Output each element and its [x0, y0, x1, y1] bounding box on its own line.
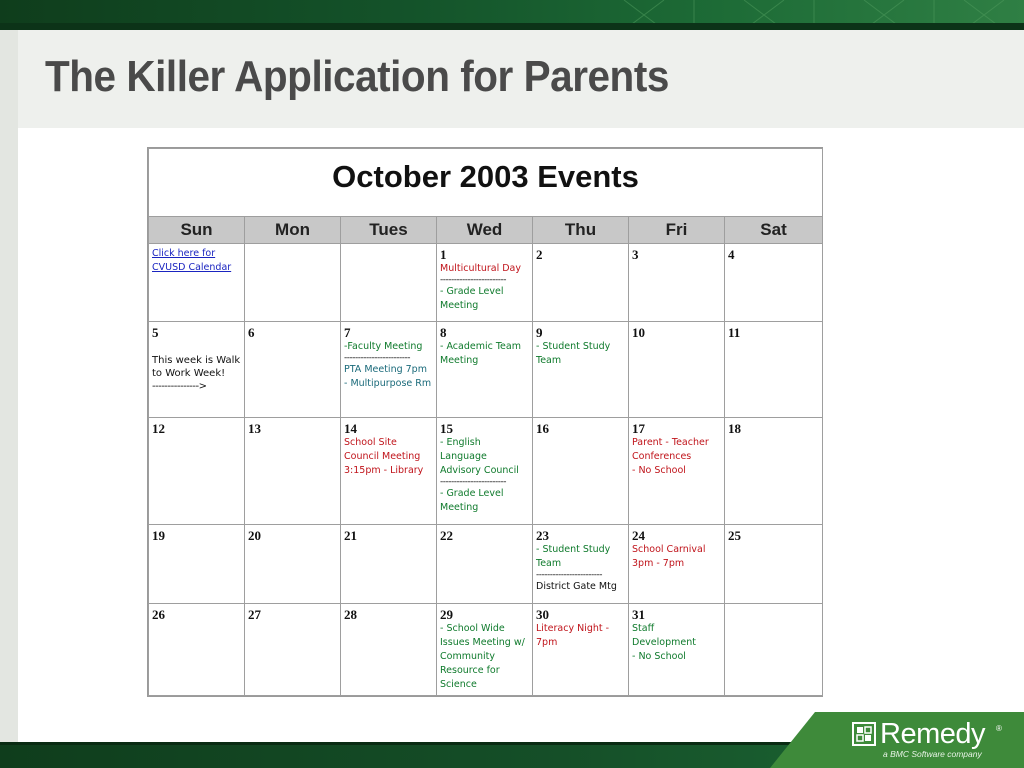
- day-cell-21: [341, 525, 437, 604]
- day-header-mon: Mon: [245, 217, 341, 244]
- day-cell-26: [149, 604, 245, 696]
- day-cell-empty: [245, 244, 341, 322]
- day-number: 7: [344, 325, 351, 340]
- event: - Academic Team Meeting: [440, 341, 521, 366]
- day-cell-3: [629, 244, 725, 322]
- separator: ------------------------: [440, 477, 506, 487]
- day-header-sun: Sun: [149, 217, 245, 244]
- event: - No School: [632, 651, 686, 662]
- event: Staff Development: [632, 623, 696, 648]
- event: - Student Study Team: [536, 544, 611, 569]
- day-cell-13: [245, 418, 341, 525]
- registered-mark: ®: [996, 724, 1002, 733]
- day-number: 5: [152, 325, 159, 340]
- day-cell-12: [149, 418, 245, 525]
- day-number: 28: [344, 607, 357, 622]
- event: School Site Council Meeting 3:15pm - Library: [344, 437, 424, 476]
- day-number: 11: [728, 325, 741, 340]
- day-header-wed: Wed: [437, 217, 533, 244]
- day-number: 8: [440, 325, 447, 340]
- cvusd-calendar-link[interactable]: Click here for CVUSD Calendar: [152, 248, 232, 273]
- day-cell-8: [437, 322, 533, 418]
- calendar-title-cell: [149, 149, 823, 217]
- day-number: 16: [536, 421, 549, 436]
- day-cell-2: [533, 244, 629, 322]
- day-cell-31: [629, 604, 725, 696]
- event: Literacy Night - 7pm: [536, 623, 610, 648]
- event: - School Wide Issues Meeting w/ Community Resource for Science: [440, 623, 525, 690]
- event: Multicultural Day: [440, 263, 521, 274]
- day-cell-24: [629, 525, 725, 604]
- day-number: 12: [152, 421, 165, 436]
- event: - Student Study Team: [536, 341, 611, 366]
- day-cell-16: [533, 418, 629, 525]
- day-cell-1: [437, 244, 533, 322]
- separator: ------------------------: [536, 570, 602, 580]
- left-rule: [0, 30, 18, 742]
- day-number: 14: [344, 421, 357, 436]
- day-cell-17: [629, 418, 725, 525]
- day-number: 20: [248, 528, 261, 543]
- day-cell-19: [149, 525, 245, 604]
- day-number: 23: [536, 528, 549, 543]
- day-cell-29: [437, 604, 533, 696]
- day-number: 2: [536, 247, 543, 262]
- day-number: 1: [440, 247, 447, 262]
- day-cell-empty: [725, 604, 823, 696]
- day-cell-28: [341, 604, 437, 696]
- day-cell-30: [533, 604, 629, 696]
- day-header-tues: Tues: [341, 217, 437, 244]
- day-header-sat: Sat: [725, 217, 823, 244]
- slide-title: The Killer Application for Parents: [45, 52, 669, 101]
- day-cell-7: [341, 322, 437, 418]
- day-number: 21: [344, 528, 357, 543]
- event: - Grade Level Meeting: [440, 286, 504, 311]
- separator: ------------------------: [344, 353, 410, 363]
- day-cell-5: [149, 322, 245, 418]
- day-number: 22: [440, 528, 453, 543]
- event: Parent - Teacher Conferences: [632, 437, 709, 462]
- event: District Gate Mtg: [536, 581, 617, 592]
- day-cell-18: [725, 418, 823, 525]
- day-number: 31: [632, 607, 645, 622]
- day-number: 26: [152, 607, 165, 622]
- day-cell-15: [437, 418, 533, 525]
- day-cell-6: [245, 322, 341, 418]
- day-number: 4: [728, 247, 735, 262]
- day-number: 30: [536, 607, 549, 622]
- calendar-table: [148, 148, 823, 696]
- day-number: 17: [632, 421, 645, 436]
- event: -Faculty Meeting: [344, 341, 423, 352]
- day-number: 29: [440, 607, 453, 622]
- day-cell-11: [725, 322, 823, 418]
- day-header-thu: Thu: [533, 217, 629, 244]
- calendar: [147, 147, 823, 697]
- day-cell-22: [437, 525, 533, 604]
- day-number: 18: [728, 421, 741, 436]
- arrow-text: --------------->: [152, 381, 207, 392]
- day-cell-empty: [341, 244, 437, 322]
- day-cell-23: [533, 525, 629, 604]
- day-cell-25: [725, 525, 823, 604]
- day-cell-20: [245, 525, 341, 604]
- day-cell-9: [533, 322, 629, 418]
- day-number: 10: [632, 325, 645, 340]
- day-cell-10: [629, 322, 725, 418]
- day-number: 25: [728, 528, 741, 543]
- event: School Carnival 3pm - 7pm: [632, 544, 706, 569]
- remedy-tagline: a BMC Software company: [883, 749, 982, 759]
- event: PTA Meeting 7pm - Multipurpose Rm: [344, 364, 432, 389]
- event: - No School: [632, 465, 686, 476]
- walk-to-work-note: This week is Walk to Work Week!: [152, 355, 241, 379]
- banner-stripe: [0, 23, 1024, 30]
- day-cell-14: [341, 418, 437, 525]
- event: - Grade Level Meeting: [440, 488, 504, 513]
- top-banner: [0, 0, 1024, 30]
- separator: ------------------------: [440, 275, 506, 285]
- day-cell-4: [725, 244, 823, 322]
- day-number: 3: [632, 247, 639, 262]
- day-number: 9: [536, 325, 543, 340]
- day-header-fri: Fri: [629, 217, 725, 244]
- day-number: 15: [440, 421, 453, 436]
- remedy-logo: [850, 716, 1020, 764]
- day-cell: [149, 244, 245, 322]
- day-cell-27: [245, 604, 341, 696]
- remedy-logo-icon: [852, 722, 876, 746]
- calendar-title: October 2003 Events: [332, 158, 639, 194]
- day-number: 19: [152, 528, 165, 543]
- day-number: 27: [248, 607, 261, 622]
- day-number: 6: [248, 325, 255, 340]
- day-number: 13: [248, 421, 261, 436]
- day-number: 24: [632, 528, 645, 543]
- remedy-logo-text: Remedy: [880, 718, 985, 750]
- event: - English Language Advisory Council: [440, 437, 519, 476]
